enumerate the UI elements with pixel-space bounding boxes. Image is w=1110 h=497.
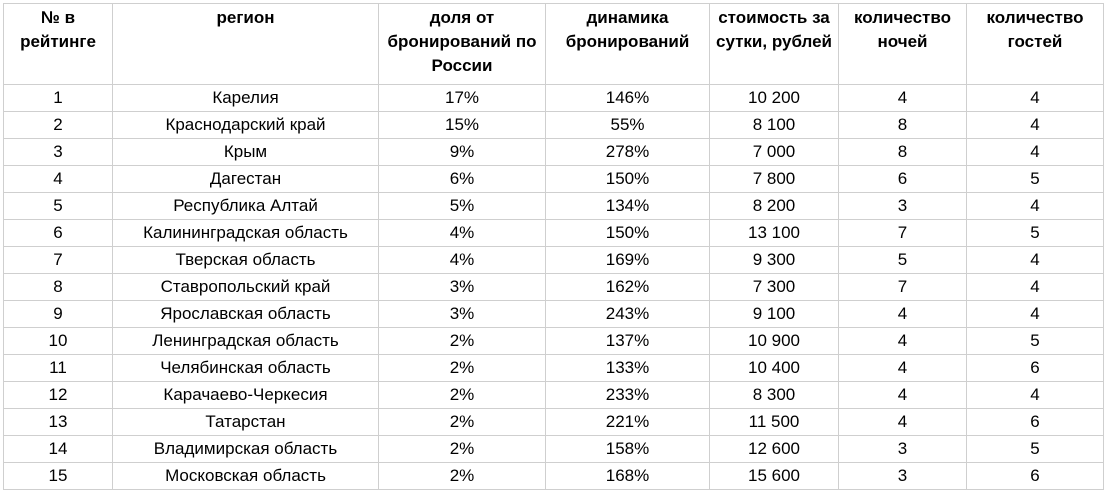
nights-cell: 5 [839,247,967,274]
share-cell: 5% [379,193,546,220]
guests-cell: 5 [967,166,1104,193]
share-cell: 3% [379,301,546,328]
table-row [4,85,1104,112]
header-guests: количество гостей [967,4,1104,85]
guests-cell: 4 [967,112,1104,139]
table-row [4,166,1104,193]
nights-cell: 3 [839,436,967,463]
table-row [4,355,1104,382]
region-cell: Дагестан [113,166,379,193]
region-cell: Ставропольский край [113,274,379,301]
share-cell: 15% [379,112,546,139]
share-cell: 2% [379,409,546,436]
rank-cell: 3 [4,139,113,166]
guests-cell: 4 [967,193,1104,220]
table-row [4,301,1104,328]
dynamics-cell: 233% [546,382,710,409]
rank-cell: 10 [4,328,113,355]
price-cell: 10 400 [710,355,839,382]
table-row [4,382,1104,409]
dynamics-cell: 169% [546,247,710,274]
header-share: доля от бронирований по России [379,4,546,85]
table-header-row [4,4,1104,85]
table-row [4,463,1104,490]
rank-cell: 1 [4,85,113,112]
region-cell: Республика Алтай [113,193,379,220]
table-row [4,328,1104,355]
share-cell: 4% [379,247,546,274]
header-region: регион [113,4,379,85]
share-cell: 4% [379,220,546,247]
rank-cell: 12 [4,382,113,409]
dynamics-cell: 150% [546,166,710,193]
rank-cell: 9 [4,301,113,328]
share-cell: 17% [379,85,546,112]
nights-cell: 4 [839,85,967,112]
region-cell: Владимирская область [113,436,379,463]
header-nights: количество ночей [839,4,967,85]
nights-cell: 7 [839,220,967,247]
header-rank: № в рейтинге [4,4,113,85]
guests-cell: 4 [967,274,1104,301]
nights-cell: 4 [839,382,967,409]
share-cell: 2% [379,328,546,355]
region-cell: Калининградская область [113,220,379,247]
price-cell: 8 200 [710,193,839,220]
region-cell: Московская область [113,463,379,490]
price-cell: 9 100 [710,301,839,328]
region-cell: Тверская область [113,247,379,274]
dynamics-cell: 162% [546,274,710,301]
nights-cell: 8 [839,139,967,166]
nights-cell: 3 [839,463,967,490]
guests-cell: 5 [967,436,1104,463]
dynamics-cell: 133% [546,355,710,382]
dynamics-cell: 243% [546,301,710,328]
nights-cell: 6 [839,166,967,193]
guests-cell: 6 [967,355,1104,382]
price-cell: 7 000 [710,139,839,166]
dynamics-cell: 55% [546,112,710,139]
table-row [4,247,1104,274]
share-cell: 6% [379,166,546,193]
price-cell: 12 600 [710,436,839,463]
share-cell: 2% [379,355,546,382]
rank-cell: 6 [4,220,113,247]
regions-booking-table [3,3,1104,490]
share-cell: 2% [379,382,546,409]
share-cell: 2% [379,463,546,490]
table-row [4,112,1104,139]
table-row [4,409,1104,436]
rank-cell: 4 [4,166,113,193]
nights-cell: 3 [839,193,967,220]
table-body [4,85,1104,490]
guests-cell: 5 [967,328,1104,355]
nights-cell: 4 [839,301,967,328]
region-cell: Краснодарский край [113,112,379,139]
region-cell: Крым [113,139,379,166]
table-row [4,193,1104,220]
dynamics-cell: 150% [546,220,710,247]
guests-cell: 6 [967,463,1104,490]
header-dynamics: динамика бронирований [546,4,710,85]
rank-cell: 14 [4,436,113,463]
share-cell: 3% [379,274,546,301]
dynamics-cell: 221% [546,409,710,436]
dynamics-cell: 168% [546,463,710,490]
price-cell: 10 900 [710,328,839,355]
dynamics-cell: 134% [546,193,710,220]
table-row [4,436,1104,463]
price-cell: 9 300 [710,247,839,274]
price-cell: 7 800 [710,166,839,193]
region-cell: Челябинская область [113,355,379,382]
table-row [4,274,1104,301]
guests-cell: 5 [967,220,1104,247]
rank-cell: 15 [4,463,113,490]
price-cell: 7 300 [710,274,839,301]
table-row [4,220,1104,247]
guests-cell: 4 [967,382,1104,409]
price-cell: 11 500 [710,409,839,436]
rank-cell: 2 [4,112,113,139]
dynamics-cell: 137% [546,328,710,355]
region-cell: Татарстан [113,409,379,436]
price-cell: 13 100 [710,220,839,247]
rank-cell: 8 [4,274,113,301]
region-cell: Карелия [113,85,379,112]
rank-cell: 7 [4,247,113,274]
price-cell: 8 100 [710,112,839,139]
dynamics-cell: 146% [546,85,710,112]
rank-cell: 13 [4,409,113,436]
price-cell: 10 200 [710,85,839,112]
guests-cell: 4 [967,247,1104,274]
price-cell: 15 600 [710,463,839,490]
header-price: стоимость за сутки, рублей [710,4,839,85]
rank-cell: 5 [4,193,113,220]
share-cell: 9% [379,139,546,166]
dynamics-cell: 158% [546,436,710,463]
guests-cell: 6 [967,409,1104,436]
table-row [4,139,1104,166]
ranking-table-container [3,3,1104,490]
share-cell: 2% [379,436,546,463]
region-cell: Карачаево-Черкесия [113,382,379,409]
dynamics-cell: 278% [546,139,710,166]
nights-cell: 4 [839,409,967,436]
price-cell: 8 300 [710,382,839,409]
nights-cell: 8 [839,112,967,139]
region-cell: Ленинградская область [113,328,379,355]
nights-cell: 4 [839,328,967,355]
guests-cell: 4 [967,139,1104,166]
guests-cell: 4 [967,301,1104,328]
guests-cell: 4 [967,85,1104,112]
nights-cell: 7 [839,274,967,301]
rank-cell: 11 [4,355,113,382]
nights-cell: 4 [839,355,967,382]
region-cell: Ярославская область [113,301,379,328]
